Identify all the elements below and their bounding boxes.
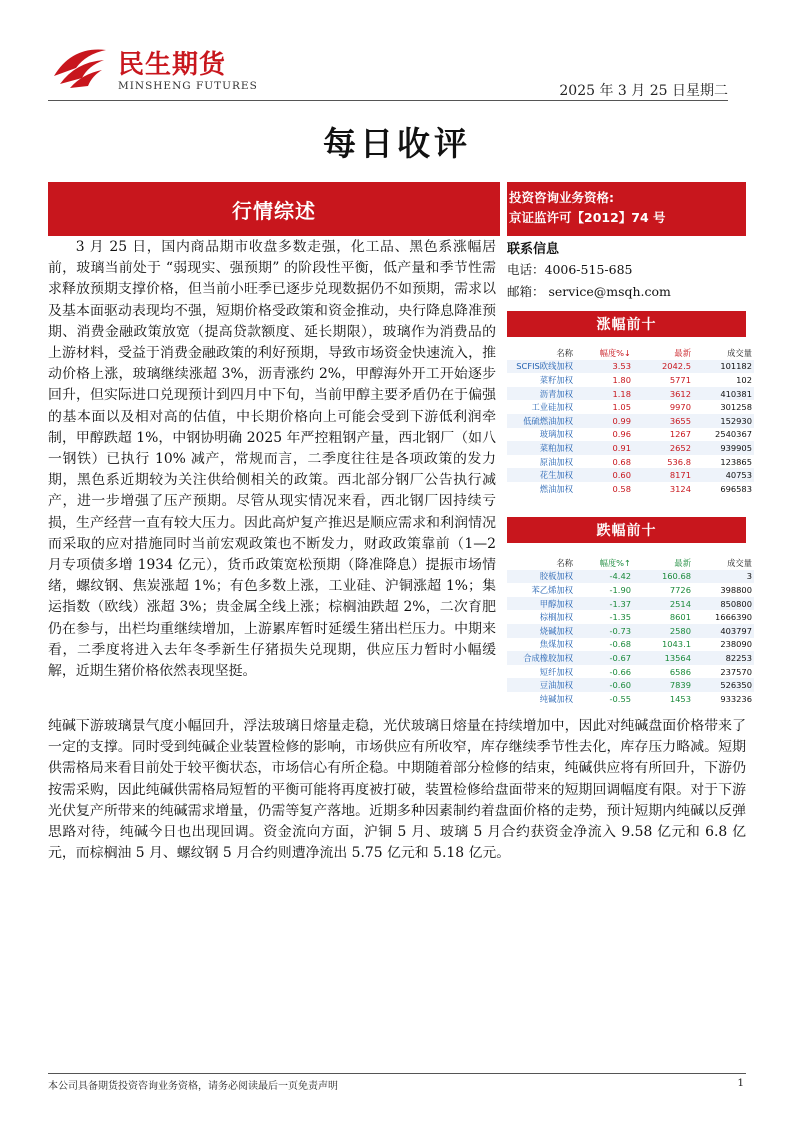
volume-cell: 526350 — [693, 678, 754, 692]
instrument-name-cell: 花生加权 — [507, 468, 575, 482]
table-row — [507, 414, 754, 428]
table-row — [507, 387, 754, 401]
instrument-name-cell: 烧碱加权 — [507, 624, 575, 638]
last-price-cell: 160.68 — [633, 570, 693, 584]
market-summary-body — [48, 237, 496, 682]
table-row — [507, 665, 754, 679]
footer-divider — [48, 1073, 746, 1074]
page-title: 每日收评 — [323, 124, 471, 163]
page-number: 1 — [737, 1077, 744, 1089]
volume-cell: 152930 — [693, 414, 754, 428]
volume-cell: 123865 — [720, 456, 752, 467]
column-header: 名称 — [556, 557, 573, 568]
minsheng-logo — [50, 40, 110, 90]
table-row — [507, 400, 754, 414]
volume-cell: 2540367 — [715, 429, 752, 440]
change-percent-cell: 0.91 — [575, 441, 633, 455]
last-price-cell: 7726 — [669, 584, 691, 595]
change-percent-cell: 3.53 — [575, 360, 633, 374]
change-percent-cell: 1.80 — [612, 374, 631, 385]
change-percent-cell: 0.68 — [612, 456, 631, 467]
last-price-cell: 2042.5 — [633, 360, 693, 374]
summary-paragraph-continued: 纯碱下游玻璃景气度小幅回升，浮法玻璃日熔量走稳，光伏玻璃日熔量在持续增加中，因此对纯碱盘面价格带来了一定的支撑。同时受到纯碱企业装置检修的影响，市场供应有所收窄，库存继续季节性去化，库存压力略减。短期供需格局来看目前处于较平衡状态，市场信心有所企稳。中期随着部分检修的结束，纯碱供应将有所回升，下游仍按需采购，因此纯碱供需格局短暂的平衡可能将再度被打破，装置检修给盘面带来的短期回调幅度有限。对于下游光伏复产所带来的纯碱需求增量，仍需等复产落地。近期多种因素制约着盘面价格的走势，预计短期内纯碱以反弹思路对待，纯碱今日也出现回调。资金流向方面，沪铜 5 月、玻璃 5 月合约获资金净流入 9.58 亿元和 6.8 亿元，而棕榈油 5 月、螺纹钢 5 月合约则遭净流出 5.75 亿元和 5.18 亿元。 — [48, 718, 746, 862]
volume-cell: 102 — [736, 374, 752, 385]
change-percent-cell: -1.35 — [609, 612, 631, 623]
contact-phone: 电话：4006-515-685 — [507, 262, 633, 277]
instrument-name-cell: 苯乙烯加权 — [531, 584, 573, 595]
change-percent-cell: -0.66 — [609, 666, 631, 677]
column-header: 幅度%↓ — [599, 347, 631, 358]
instrument-name-cell: 棕榈加权 — [539, 612, 573, 623]
top-losers-title: 跌幅前十 — [596, 523, 657, 539]
table-row — [507, 638, 754, 652]
instrument-name-cell: 玻璃加权 — [539, 429, 573, 440]
instrument-name-cell: 焦煤加权 — [539, 639, 573, 650]
change-percent-cell: -0.67 — [575, 651, 633, 665]
column-header: 名称 — [556, 347, 573, 358]
column-header: 最新 — [674, 347, 691, 358]
summary-paragraph: 3 月 25 日，国内商品期市收盘多数走强，化工品、黑色系涨幅居前，玻璃当前处于 “弱现实、强预期” 的阶段性平衡，低产量和季节性需求释放预期支撑价格，但当前小旺季已逐步兑现数据仍不如预期，需求以及基本面驱动表现均不强，短期价格受政策和资金推动，央行降息降准预期、消费金融政策放宽（提高贷款额度、延长期限），玻璃作为消费品的上游材料，受益于消费金融政策的利好预期，导致市场资金快速流入，推动价格上涨，玻璃继续涨超 3%，沥青涨约 2%，甲醇海外开工开始逐步回升，但实际进口兑现预计到四月中下旬，当前甲醇主要矛盾仍在于偏强的基本面以及相对高的估值，中长期价格向上可能会受到下游低利润牵制，甲醇跌超 1%，中钢协明确 2025 年严控粗钢产量，西北钢厂（如八一钢铁）已执行 10% 减产，常规而言，二季度往往是各项政策的发力期，黑色系近期较为关注供给侧相关的政策。西北部分钢厂公告执行减产，进一步增强了压产预期。尽管从现实情况来看，西北钢厂因持续亏损，生产经营一直有较大压力。因此高炉复产推迟是顺应需求和利润情况而采取的应对措施同时当前宏观政策也不断发力，财政政策靠前（1—2 月专项债多增 1934 亿元），货币政策宽松预期（降准降息）提振市场情绪，螺纹钢、焦炭涨超 1%；有色多数上涨，工业硅、沪铜涨超 1%；集运指数（欧线）涨超 3%；贵金属全线上涨；棕榈油跌超 2%，二次育肥仍在参与，出栏均重继续增加，上游累库暂时延缓生猪出栏压力。中期来看，二季度将进入去年冬季新生仔猪损失兑现期，供应压力暂时小幅缓解，近期生猪价格依然表现坚挺。 — [48, 239, 496, 680]
volume-cell: 933236 — [720, 693, 752, 704]
section-title-banner — [48, 182, 500, 236]
change-percent-cell: -4.42 — [575, 570, 633, 584]
volume-cell: 850800 — [693, 597, 754, 611]
table-row — [507, 373, 754, 387]
top-gainers-table — [507, 346, 754, 496]
volume-cell: 301258 — [720, 402, 752, 413]
report-date: 2025 年 3 月 25 日星期二 — [559, 83, 728, 99]
volume-cell: 403797 — [693, 624, 754, 638]
column-header: 成交量 — [727, 557, 752, 568]
last-price-cell: 1043.1 — [661, 639, 691, 650]
disclaimer-note: 本公司具备期货投资咨询业务资格，请务必阅读最后一页免责声明 — [48, 1081, 338, 1092]
change-percent-cell: 1.18 — [575, 387, 633, 401]
table-row — [507, 455, 754, 469]
instrument-name-cell: 合成橡胶加权 — [507, 651, 575, 665]
column-header: 幅度%↑ — [599, 557, 631, 568]
table-row — [507, 468, 754, 482]
volume-cell: 410381 — [693, 387, 754, 401]
last-price-cell: 536.8 — [667, 456, 691, 467]
change-percent-cell: 0.58 — [612, 483, 631, 494]
column-header: 最新 — [674, 557, 691, 568]
table-row — [507, 678, 754, 692]
last-price-cell: 1453 — [669, 693, 691, 704]
volume-cell: 1666390 — [715, 612, 752, 623]
top-losers-table — [507, 556, 754, 706]
instrument-name-cell: 菜籽加权 — [539, 374, 573, 385]
last-price-cell: 2652 — [633, 441, 693, 455]
volume-cell: 101182 — [693, 360, 754, 374]
last-price-cell: 3612 — [633, 387, 693, 401]
last-price-cell: 1267 — [669, 429, 691, 440]
section-title: 行情综述 — [232, 198, 316, 223]
change-percent-cell: -0.73 — [575, 624, 633, 638]
table-row — [507, 583, 754, 597]
header-divider — [48, 100, 728, 101]
change-percent-cell: 0.60 — [575, 468, 633, 482]
license-number: 京证监许可【2012】74 号 — [509, 210, 666, 225]
instrument-name-cell: 纯碱加权 — [539, 693, 573, 704]
last-price-cell: 6586 — [669, 666, 691, 677]
table-row — [507, 482, 754, 496]
instrument-name-cell: 胶板加权 — [507, 570, 575, 584]
instrument-name-cell: 燃油加权 — [539, 483, 573, 494]
license-box — [507, 182, 746, 236]
brand-name-cn: 民生期货 — [118, 50, 227, 80]
table-row — [507, 428, 754, 442]
instrument-name-cell: 工业硅加权 — [531, 402, 573, 413]
top-losers-header — [507, 517, 746, 543]
table-row — [507, 360, 754, 374]
last-price-cell: 3655 — [633, 414, 693, 428]
last-price-cell: 5771 — [669, 374, 691, 385]
last-price-cell: 2580 — [633, 624, 693, 638]
last-price-cell: 7839 — [633, 678, 693, 692]
brand-name-en: MINSHENG FUTURES — [118, 80, 258, 92]
instrument-name-cell: 甲醇加权 — [507, 597, 575, 611]
instrument-name-cell: 原油加权 — [539, 456, 573, 467]
change-percent-cell: -1.90 — [609, 584, 631, 595]
volume-cell: 237570 — [720, 666, 752, 677]
change-percent-cell: -1.37 — [575, 597, 633, 611]
last-price-cell: 9970 — [669, 402, 691, 413]
instrument-name-cell: 沥青加权 — [507, 387, 575, 401]
volume-cell: 40753 — [693, 468, 754, 482]
instrument-name-cell: 低硫燃油加权 — [507, 414, 575, 428]
table-row — [507, 624, 754, 638]
table-row — [507, 597, 754, 611]
volume-cell: 238090 — [720, 639, 752, 650]
change-percent-cell: 0.96 — [612, 429, 631, 440]
table-row — [507, 610, 754, 624]
table-header-row — [507, 556, 754, 570]
table-row — [507, 570, 754, 584]
change-percent-cell: 0.99 — [575, 414, 633, 428]
instrument-name-cell: 豆油加权 — [507, 678, 575, 692]
contact-email: 邮箱： service@msqh.com — [507, 284, 671, 299]
volume-cell: 82253 — [693, 651, 754, 665]
change-percent-cell: -0.55 — [609, 693, 631, 704]
instrument-name-cell: 短纤加权 — [539, 666, 573, 677]
last-price-cell: 3124 — [669, 483, 691, 494]
top-gainers-header — [507, 311, 746, 337]
change-percent-cell: -0.68 — [609, 639, 631, 650]
table-row — [507, 692, 754, 706]
top-gainers-title: 涨幅前十 — [596, 317, 657, 333]
volume-cell: 3 — [693, 570, 754, 584]
contact-title: 联系信息 — [507, 242, 560, 257]
last-price-cell: 2514 — [633, 597, 693, 611]
last-price-cell: 8601 — [669, 612, 691, 623]
volume-cell: 398800 — [720, 584, 752, 595]
table-header-row — [507, 346, 754, 360]
volume-cell: 939905 — [693, 441, 754, 455]
last-price-cell: 8171 — [633, 468, 693, 482]
market-summary-continued — [48, 716, 746, 864]
change-percent-cell: -0.60 — [575, 678, 633, 692]
column-header: 成交量 — [727, 347, 752, 358]
instrument-name-cell: 菜粕加权 — [507, 441, 575, 455]
table-row — [507, 651, 754, 665]
last-price-cell: 13564 — [633, 651, 693, 665]
change-percent-cell: 1.05 — [612, 402, 631, 413]
instrument-name-cell: SCFIS欧线加权 — [507, 360, 575, 374]
table-row — [507, 441, 754, 455]
volume-cell: 696583 — [720, 483, 752, 494]
license-label: 投资咨询业务资格: — [509, 190, 614, 205]
